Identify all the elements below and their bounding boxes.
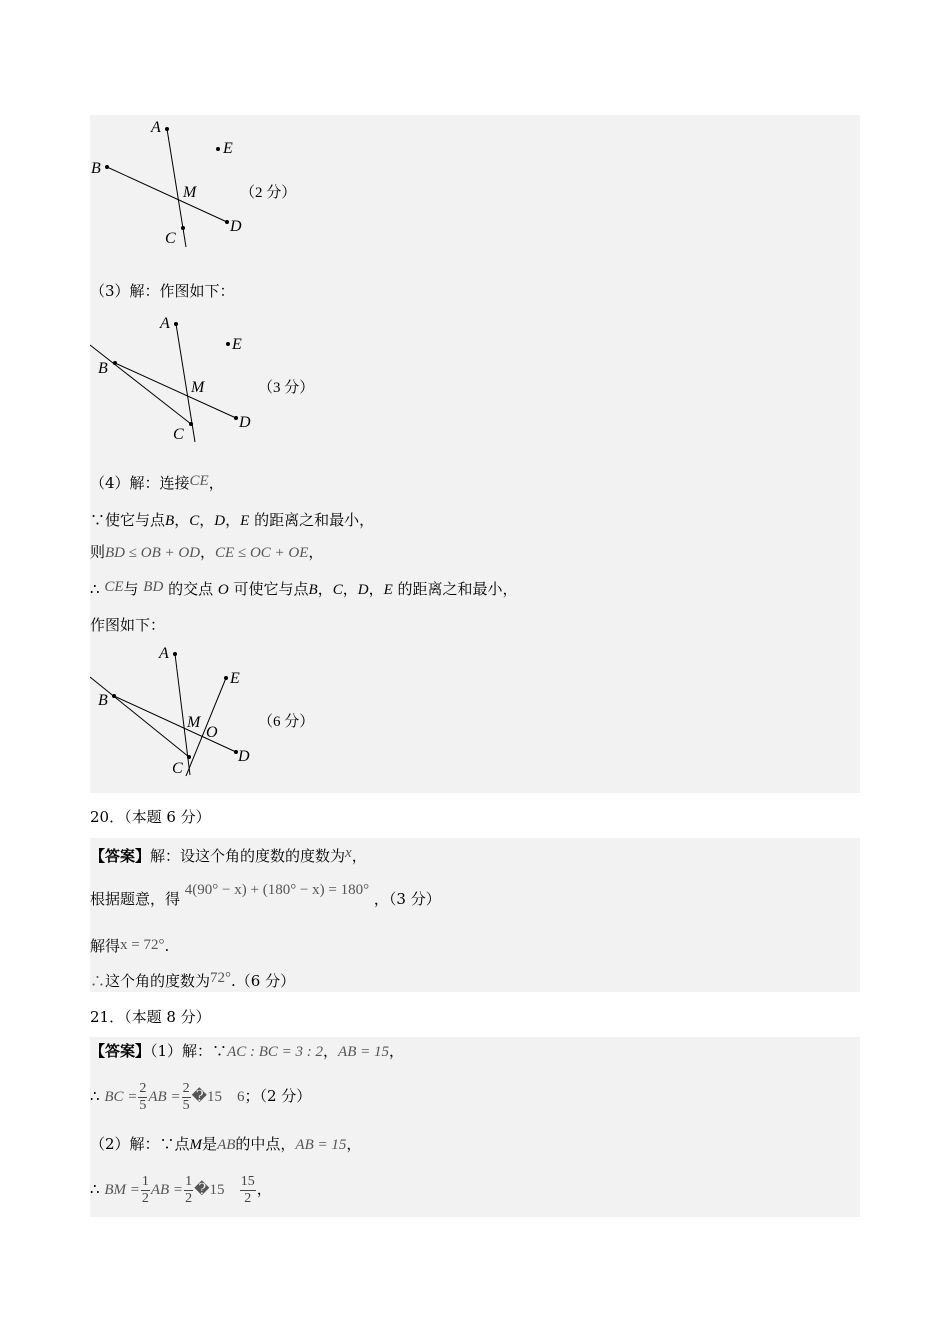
q21-l1-math1: AC : BC = 3 : 2 [227, 1044, 324, 1060]
part4-l1-pre: （4）解：连接 [90, 474, 190, 492]
fig2-label-A: A [160, 315, 170, 332]
fig3-label-D: D [238, 748, 250, 765]
fig2-label-M: M [191, 379, 205, 396]
part4-l3-pre: 则 [90, 543, 106, 561]
q21-l2-frac2-den: 5 [182, 1097, 190, 1113]
q21-line1 [90, 1040, 404, 1061]
q21-l4-sym: ∴ [90, 1180, 100, 1198]
fig1-label-A: A [151, 119, 161, 136]
fig1-label-E: E [223, 140, 233, 157]
q21-l2-bc: BC = [104, 1089, 138, 1105]
part4-l1-post: ， [208, 474, 224, 492]
q20-l1-post: ， [351, 847, 367, 865]
q21-line4 [90, 1170, 272, 1209]
q21-l3-math1: AB [217, 1137, 236, 1153]
q21-l1-sep: ， [323, 1042, 339, 1060]
answer-block-20 [90, 838, 860, 992]
q21-l4-frac2-den: 2 [185, 1190, 193, 1206]
part4-l4-B: B [308, 582, 318, 598]
fig1-label-C: C [165, 230, 176, 247]
part4-l4-a: 的交点 [168, 580, 214, 598]
q20-l4-math: 72° [210, 970, 232, 986]
q21-l4-post: ， [256, 1180, 272, 1198]
part4-l2-sym: ∵ [90, 511, 106, 529]
fig1-score: （2 分） [240, 185, 297, 201]
q20-l3-post: . [164, 937, 170, 955]
part4-l3-post: ， [308, 543, 324, 561]
q20-l3-text: 解得 [90, 937, 121, 955]
q20-l3-math: x = 72° [120, 937, 165, 953]
q20-answer-tag: 【答案】 [90, 847, 151, 865]
part4-line4: ∴ CE与 BD 的交点 O 可使它与点B，C，D，E 的距离之和最小， [90, 579, 518, 598]
q21-l2-frac1 [138, 1081, 147, 1114]
q21-answer-tag: 【答案】 [90, 1042, 151, 1060]
q20-l2-text: 根据题意，得 [90, 890, 181, 908]
q20-l2-post: ，（3 分） [373, 890, 441, 908]
q20-l4-sym: ∴ [90, 972, 106, 990]
q21-l4-frac3 [240, 1174, 256, 1207]
part4-l4-C: C [332, 582, 343, 598]
part4-l4-O: O [217, 582, 229, 598]
fig2-label-B: B [98, 360, 108, 377]
q20-l4-text: 这个角的度数为 [105, 972, 211, 990]
part4-l4-D: D [357, 582, 369, 598]
fig2-label-D: D [239, 414, 251, 431]
fig3-label-E: E [230, 670, 240, 687]
q21-l4-tail: �15 [194, 1182, 225, 1198]
part4-line3 [90, 541, 323, 562]
fig1-label-M: M [183, 184, 197, 201]
q20-l4-post: .（6 分） [231, 972, 296, 990]
answer-block-21 [90, 1037, 860, 1217]
part4-l4-c: 的距离之和最小， [397, 580, 518, 598]
part4-l2-b: 的距离之和最小， [254, 511, 375, 529]
q21-l2-post: ；（2 分） [244, 1087, 312, 1105]
part4-l4-m2: BD [143, 579, 164, 595]
fig1-label-D: D [230, 218, 242, 235]
part4-l4-b: 可使它与点 [233, 580, 309, 598]
q20-line4 [90, 970, 295, 991]
part4-line1 [90, 472, 224, 493]
part4-l3-m2: CE ≤ OC + OE [215, 545, 309, 561]
q21-l4-frac1 [141, 1174, 150, 1207]
q21-l4-ab: AB = [150, 1182, 184, 1198]
part4-l4-m1: CE [104, 579, 124, 595]
part4-l4-sym: ∴ [90, 580, 100, 598]
q21-l4-frac3-den: 2 [244, 1190, 252, 1206]
part4-l2-B: B [165, 513, 175, 529]
part4-l2-D: D [214, 513, 226, 529]
q21-l4-frac1-num: 1 [141, 1173, 149, 1189]
part4-l2-C: C [189, 513, 200, 529]
fig3-label-B: B [98, 692, 108, 709]
q20-line1 [90, 845, 367, 866]
q20-line2 [90, 882, 441, 909]
part3-intro: （3）解：作图如下： [90, 282, 235, 300]
q21-l2-frac1-num: 2 [139, 1080, 147, 1096]
q21-l1-post: ， [388, 1042, 404, 1060]
q20-line3 [90, 935, 169, 956]
q21-line3 [90, 1133, 361, 1154]
q21-l4-frac1-den: 2 [141, 1190, 149, 1206]
q21-heading: 21．（本题 8 分） [90, 1008, 211, 1026]
part4-line5: 作图如下： [90, 616, 166, 634]
part4-l4-yu: 与 [123, 580, 139, 598]
q21-l2-sym: ∴ [90, 1087, 100, 1105]
fig3-label-A: A [159, 645, 169, 662]
q21-l2-frac2-num: 2 [182, 1080, 190, 1096]
q20-l2-math: 4(90° − x) + (180° − x) = 180° [184, 882, 370, 898]
q21-line2 [90, 1077, 311, 1116]
q21-l4-frac2-num: 1 [185, 1173, 193, 1189]
figure-part4 [90, 640, 410, 780]
q21-l3-M: M [189, 1137, 203, 1153]
q21-l3-math2: AB = 15 [295, 1137, 347, 1153]
q21-l3-a: （2）解：∵点 [90, 1135, 190, 1153]
part4-l2-a: 使它与点 [105, 511, 166, 529]
q21-l4-bm: BM = [104, 1182, 140, 1198]
fig2-label-E: E [232, 336, 242, 353]
q21-l2-tail: �15 6 [191, 1089, 245, 1105]
fig3-label-M: M [187, 714, 201, 731]
q21-l3-b: 是 [202, 1135, 218, 1153]
fig2-score: （3 分） [258, 380, 315, 396]
q21-l1-math2: AB = 15 [338, 1044, 389, 1060]
fig3-label-C: C [172, 760, 183, 777]
q20-heading: 20．（本题 6 分） [90, 808, 211, 826]
q21-l3-post: ， [346, 1135, 362, 1153]
q21-l4-frac2 [184, 1174, 193, 1207]
q21-l4-frac3-num: 15 [240, 1173, 255, 1189]
part4-l4-E: E [383, 582, 393, 598]
fig2-label-C: C [173, 426, 184, 443]
part4-l2-E: E [240, 513, 250, 529]
q21-l3-c: 的中点， [235, 1135, 296, 1153]
answer-block-19 [90, 115, 860, 793]
q20-l1-text: 解：设这个角的度数的度数为 [150, 847, 346, 865]
figure-part2 [90, 115, 390, 255]
fig1-label-B: B [91, 160, 101, 177]
fig3-score: （6 分） [258, 714, 315, 730]
part4-l3-m1: BD ≤ OB + OD [105, 545, 201, 561]
part4-l3-sep: ， [200, 543, 216, 561]
part4-l1-math: CE [189, 473, 209, 489]
q21-l2-ab: AB = [148, 1089, 181, 1105]
q20-l1-math: x [345, 845, 352, 861]
figure-part3 [90, 310, 390, 445]
part4-line2: ∵使它与点B，C，D，E 的距离之和最小， [90, 511, 375, 529]
q21-l1-text: （1）解：∵ [150, 1042, 228, 1060]
q21-l2-frac1-den: 5 [139, 1097, 147, 1113]
fig3-label-O: O [206, 724, 218, 741]
q21-l2-frac2 [182, 1081, 191, 1114]
